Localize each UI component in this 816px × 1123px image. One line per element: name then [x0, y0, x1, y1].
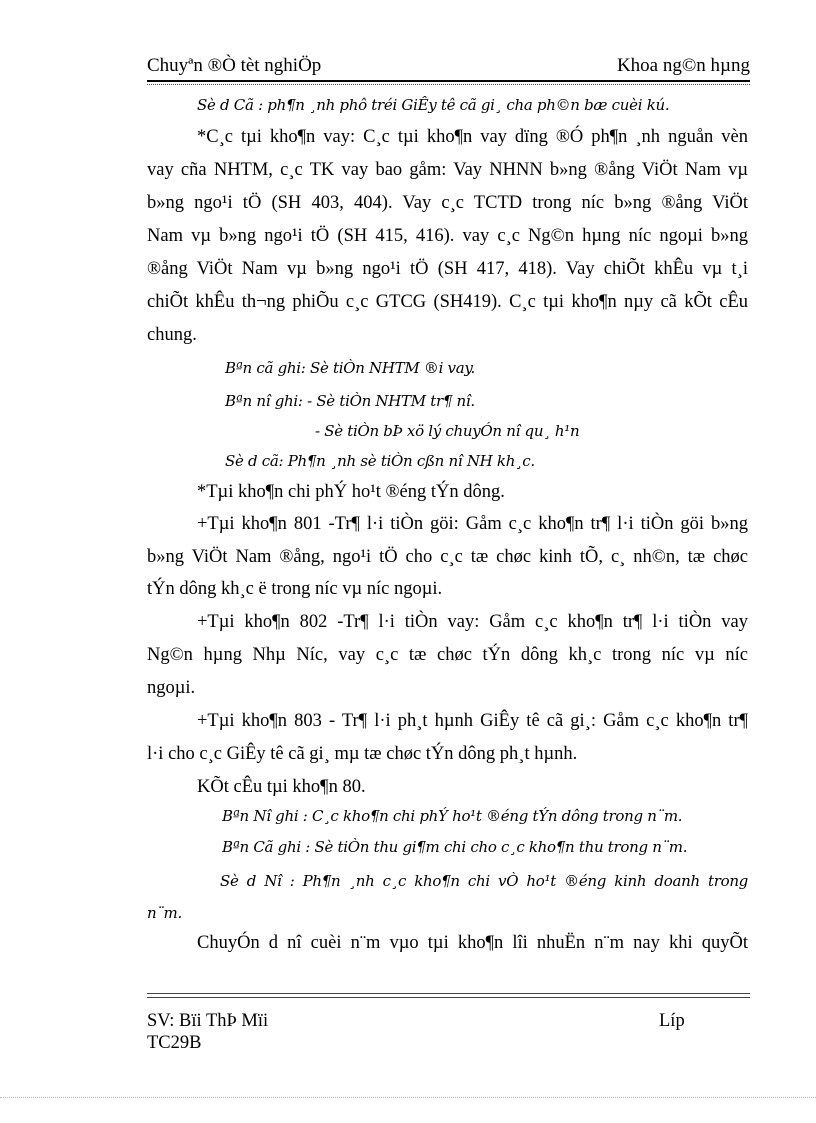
- header-rule: [147, 80, 750, 82]
- body-line: ngoµi.: [147, 678, 196, 698]
- body-line: chung.: [147, 325, 197, 345]
- body-line: b»ng ViÖt Nam ®ång, ngo¹i tÖ cho c¸c tæ chøc kinh tÕ, c¸ nh©n, tæ chøc: [147, 547, 748, 567]
- body-line: *C¸c tµi kho¶n vay: C¸c tµi kho¶n vay dïng ®Ó ph¶n ¸nh nguån vèn: [197, 127, 748, 147]
- header-rule-dotted: [147, 84, 750, 85]
- header-faculty: Khoa ng©n hµng: [616, 55, 750, 76]
- body-line: +Tµi kho¶n 801 -Tr¶ l·i tiÒn göi: Gåm c¸c kho¶n tr¶ l·i tiÒn göi b»ng: [197, 514, 748, 534]
- body-line: *Tµi kho¶n chi phÝ ho¹t ®éng tÝn dông.: [197, 482, 505, 502]
- body-line: Bªn Cã ghi : Sè tiÒn thu gi¶m chi cho c¸c kho¶n thu trong n¨m.: [222, 838, 688, 856]
- page-edge: [0, 1097, 816, 1098]
- body-line: l·i cho c¸c GiÊy tê cã gi¸ mµ tæ chøc tÝn dông ph¸t hµnh.: [147, 744, 578, 764]
- body-line: vay cña NHTM, c¸c TK vay bao gåm: Vay NHNN b»ng ®ång ViÖt Nam vµ: [147, 160, 748, 180]
- body-line: Sè d Nî : Ph¶n ¸nh c¸c kho¶n chi vÒ ho¹t ®éng kinh doanh trong: [220, 872, 748, 890]
- body-line: - Sè tiÒn bÞ xö lý chuyÓn nî qu¸ h¹n: [315, 422, 580, 440]
- body-line: KÕt cÊu tµi kho¶n 80.: [197, 777, 366, 797]
- body-line: ChuyÓn d nî cuèi n¨m vµo tµi kho¶n lîi nhuËn n¨m nay khi quyÕt: [197, 933, 748, 953]
- body-line: Sè d Cã : ph¶n ¸nh phô tréi GiÊy tê cã gi¸ cha ph©n bæ cuèi kú.: [197, 96, 670, 114]
- body-line: tÝn dông kh¸c ë trong níc vµ níc ngoµi.: [147, 579, 443, 599]
- body-line: ®ång ViÖt Nam vµ b»ng ngo¹i tÖ (SH 417, 418). Vay chiÕt khÊu vµ t¸i: [147, 259, 748, 279]
- body-line: Bªn nî ghi: - Sè tiÒn NHTM tr¶ nî.: [225, 392, 475, 410]
- body-line: Sè d cã: Ph¶n ¸nh sè tiÒn cßn nî NH kh¸c.: [225, 452, 535, 470]
- body-line: Ng©n hµng Nhµ Níc, vay c¸c tæ chøc tÝn dông kh¸c trong níc vµ níc: [147, 645, 748, 665]
- body-line: b»ng ngo¹i tÖ (SH 403, 404). Vay c¸c TCTD trong níc b»ng ®ång ViÖt: [147, 193, 748, 213]
- footer-student: SV: Bïi ThÞ Mïi: [147, 1011, 269, 1031]
- body-line: Bªn cã ghi: Sè tiÒn NHTM ®i vay.: [225, 359, 476, 377]
- body-line: chiÕt khÊu th¬ng phiÕu c¸c GTCG (SH419). C¸c tµi kho¶n nµy cã kÕt cÊu: [147, 292, 748, 312]
- footer-class-code: TC29B: [147, 1033, 202, 1053]
- body-line: Nam vµ b»ng ngo¹i tÖ (SH 415, 416). vay c¸c Ng©n hµng níc ngoµi b»ng: [147, 226, 748, 246]
- body-line: n¨m.: [147, 904, 182, 922]
- body-line: +Tµi kho¶n 803 - Tr¶ l·i ph¸t hµnh GiÊy tê cã gi¸: Gåm c¸c kho¶n tr¶: [197, 711, 748, 731]
- body-line: Bªn Nî ghi : C¸c kho¶n chi phÝ ho¹t ®éng tÝn dông trong n¨m.: [222, 807, 683, 825]
- header-title: Chuyªn ®Ò tèt nghiÖp: [147, 55, 322, 76]
- body-line: +Tµi kho¶n 802 -Tr¶ l·i tiÒn vay: Gåm c¸c kho¶n tr¶ l·i tiÒn vay: [197, 612, 748, 632]
- footer-class-label: Líp: [659, 1011, 685, 1031]
- footer-rule: [147, 993, 750, 998]
